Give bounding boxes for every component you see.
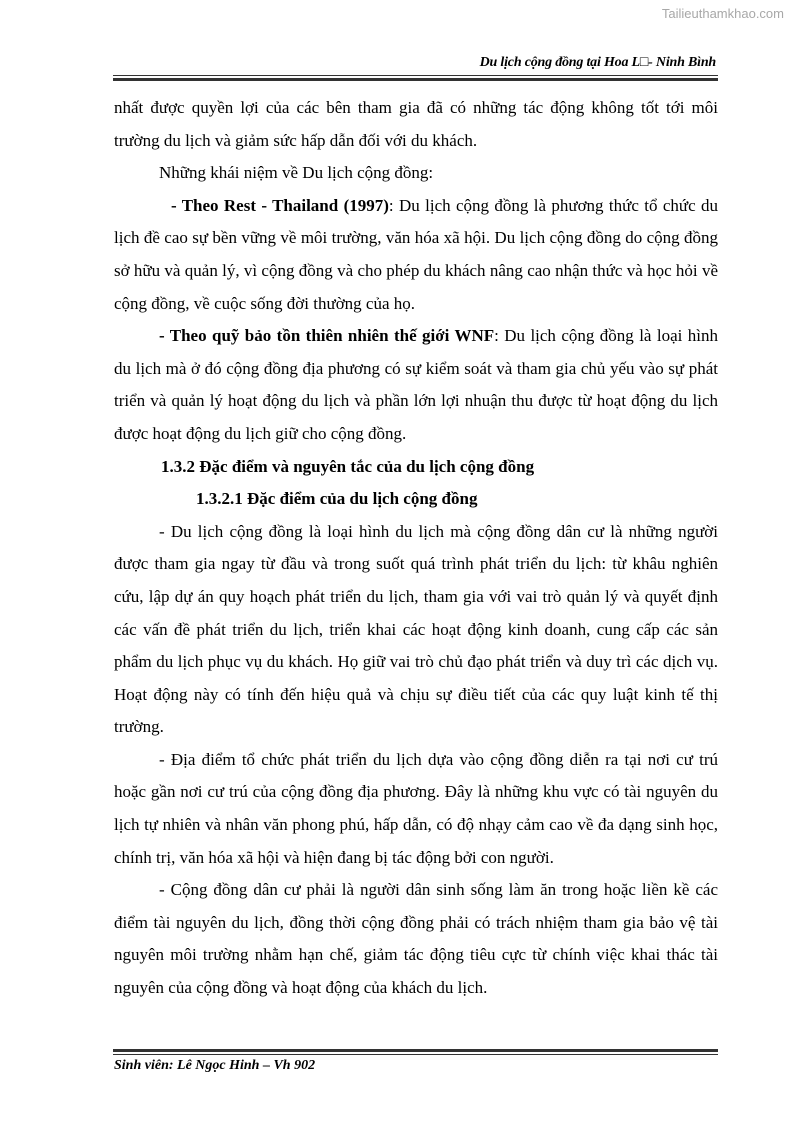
- bullet-paragraph-3: - Cộng đồng dân cư phải là người dân sinh sống làm ăn trong hoặc liền kề các điểm tài nguyên du lịch, đồng thời cộng đồng phải có trách nhiệm tham gia bảo vệ tài nguyên môi trường nhằm hạn chế, giảm tác động tiêu cực từ chính việc khai thác tài nguyên của cộng đồng và hoạt động của khách du lịch.: [114, 880, 718, 998]
- paragraph-rest-thailand: [114, 190, 718, 320]
- watermark: Tailieuthamkhao.com: [661, 6, 784, 21]
- section-heading-1-3-2: 1.3.2 Đặc điểm và nguyên tắc của du lịch cộng đồng: [161, 456, 535, 476]
- paragraph-concepts-intro: Những khái niệm về Du lịch cộng đồng:: [159, 163, 434, 183]
- paragraph-continuation: nhất được quyền lợi của các bên tham gia đã có những tác động không tốt tới môi trường du lịch và giảm sức hấp dẫn đối với du khách.: [114, 98, 718, 150]
- footer-divider: [113, 1049, 718, 1055]
- footer-author: Sinh viên: Lê Ngọc Hinh – Vh 902: [114, 1058, 316, 1073]
- paragraph-wnf: [114, 320, 718, 450]
- definition-text-rest: : Du lịch cộng đồng là phương thức tổ chức du lịch đề cao sự bền vững về môi trường, văn hóa xã hội. Du lịch cộng đồng do cộng đồng sở hữu và quản lý, vì cộng đồng và cho phép du khách nâng cao nhận thức và học hỏi về cộng đồng, về cuộc sống đời thường của họ.: [114, 195, 718, 313]
- definition-source-wnf: - Theo quỹ bảo tồn thiên nhiên thế giới WNF: [159, 326, 495, 346]
- bullet-paragraph-2: - Địa điểm tổ chức phát triển du lịch dựa vào cộng đồng diễn ra tại nơi cư trú hoặc gần nơi cư trú của cộng đồng địa phương. Đây là những khu vực có tài nguyên du lịch tự nhiên và nhân văn phong phú, hấp dẫn, có độ nhạy cảm cao về đa dạng sinh học, chính trị, văn hóa xã hội và hiện đang bị tác động bởi con người.: [114, 749, 718, 867]
- definition-text-wnf: : Du lịch cộng đồng là loại hình du lịch mà ở đó cộng đồng địa phương có sự kiểm soát và tham gia chủ yếu vào sự phát triển và quản lý hoạt động du lịch và phần lớn lợi nhuận thu được từ hoạt động du lịch được hoạt động du lịch giữ cho cộng đồng.: [114, 326, 718, 443]
- bullet-paragraph-1: - Du lịch cộng đồng là loại hình du lịch mà cộng đồng dân cư là những người được tham gia ngay từ đầu và trong suốt quá trình phát triển du lịch: từ khâu nghiên cứu, lập dự án quy hoạch phát triển du lịch, tham gia với vai trò quản lý và quyết định các vấn đề phát triển du lịch, triển khai các hoạt động kinh doanh, cung cấp các sản phẩm du lịch phục vụ du khách. Họ giữ vai trò chủ đạo phát triển và duy trì các dịch vụ. Hoạt động này có tính đến hiệu quả và chịu sự điều tiết của các quy luật kinh tế thị trường.: [114, 521, 718, 737]
- document-body: [114, 92, 718, 1005]
- section-heading-1-3-2-1: 1.3.2.1 Đặc điểm của du lịch cộng đồng: [196, 489, 478, 509]
- page-header-title: Du lịch cộng đồng tại Hoa L□- Ninh Bình: [479, 55, 716, 70]
- definition-source-rest: - Theo Rest - Thailand (1997): [171, 195, 389, 215]
- header-divider: [113, 75, 718, 81]
